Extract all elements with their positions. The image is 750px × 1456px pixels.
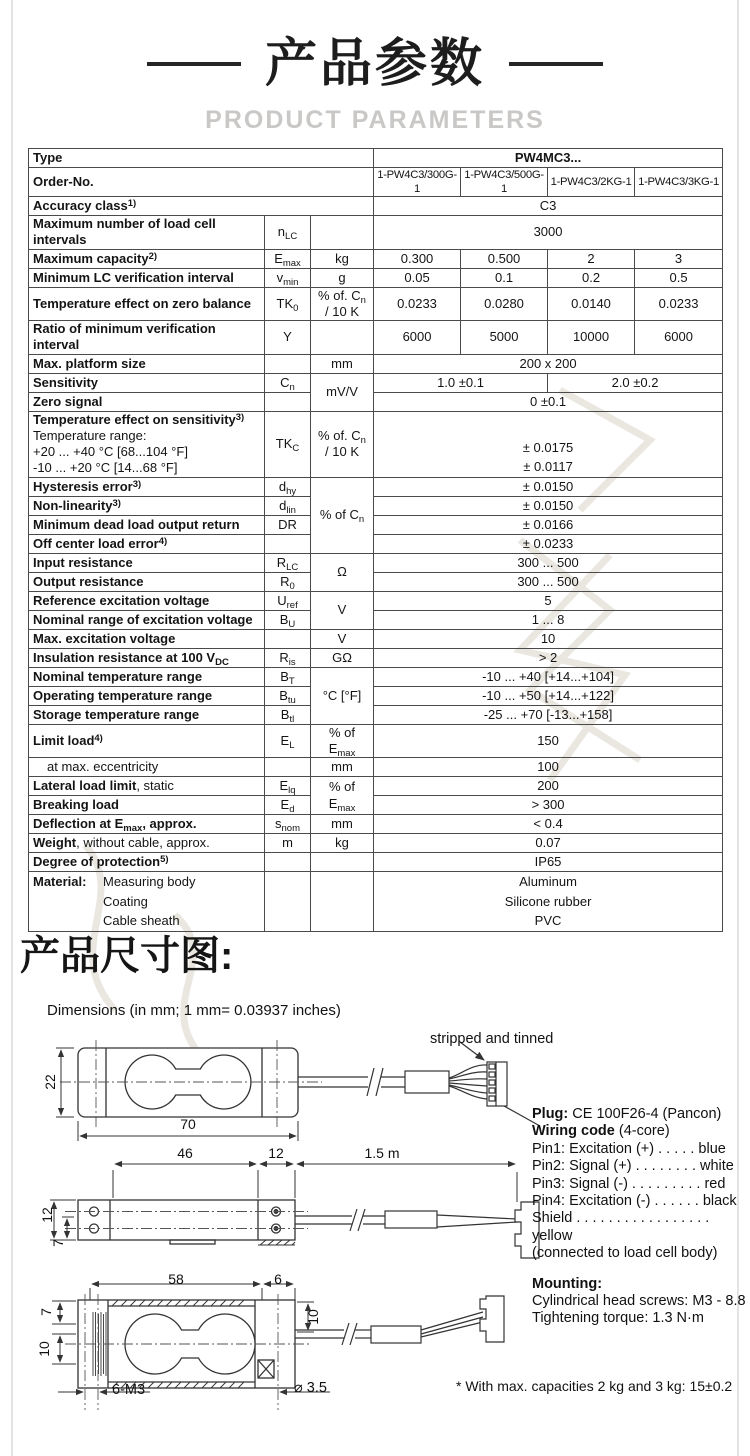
symbol-cell: $d_{hy}$ — [265, 477, 311, 496]
table-row — [29, 758, 723, 777]
param-cell: Degree of protection$^{5)}$ — [29, 853, 265, 872]
symbol-cell — [265, 392, 311, 411]
value-cell: IP65 — [374, 853, 723, 872]
table-row — [29, 268, 723, 287]
symbol-cell: DR — [265, 515, 311, 534]
param-cell: Zero signal — [29, 392, 265, 411]
plug-label: Plug: — [532, 1106, 569, 1122]
param-cell: Hysteresis error$^{3)}$ — [29, 477, 265, 496]
spec-table — [28, 148, 723, 932]
param-cell: Type — [29, 149, 374, 168]
param-cell: Maximum number of load cell intervals — [29, 216, 265, 250]
dim-7-side: 7 — [50, 1239, 66, 1247]
pin1-line: Pin1: Excitation (+) . . . . . blue — [532, 1140, 726, 1157]
table-row — [29, 149, 723, 168]
spacer — [532, 1263, 748, 1276]
value-cell: 150 — [374, 724, 723, 758]
table-row — [29, 815, 723, 834]
param-cell: Reference excitation voltage — [29, 591, 265, 610]
param-cell: Breaking load — [29, 796, 265, 815]
plug-line — [532, 1106, 748, 1123]
unit-cell — [311, 321, 374, 355]
value-cell: 0.05 — [374, 268, 461, 287]
param-cell: Operating temperature range — [29, 686, 265, 705]
unit-cell: mV/V — [311, 373, 374, 411]
table-row — [29, 496, 723, 515]
symbol-cell: $E_L$ — [265, 724, 311, 758]
mounting-heading — [532, 1276, 748, 1293]
spec-table-section — [28, 148, 723, 932]
value-cell: 3 — [635, 249, 723, 268]
symbol-cell — [265, 758, 311, 777]
unit-cell: kg — [311, 834, 374, 853]
value-cell: 300 ... 500 — [374, 553, 723, 572]
pin3-line: Pin3: Signal (-) . . . . . . . . . red — [532, 1175, 726, 1192]
table-row — [29, 197, 723, 216]
symbol-cell: $B_U$ — [265, 610, 311, 629]
symbol-cell — [265, 872, 311, 932]
symbol-cell — [265, 629, 311, 648]
param-cell: Off center load error$^{4)}$ — [29, 534, 265, 553]
symbol-cell: $d_{lin}$ — [265, 496, 311, 515]
value-cell: -10 ... +40 [+14...+104] — [374, 667, 723, 686]
unit-cell — [311, 872, 374, 932]
table-row — [29, 354, 723, 373]
bolt-spec-label: 6-M3 — [112, 1382, 146, 1398]
table-row — [29, 591, 723, 610]
table-row — [29, 796, 723, 815]
table-row — [29, 705, 723, 724]
wiring-code-line — [532, 1123, 748, 1140]
param-cell: Storage temperature range — [29, 705, 265, 724]
spec-table-body — [29, 149, 723, 932]
wiring-code-value: (4-core) — [614, 1123, 670, 1140]
value-cell: PW4MC3... — [374, 149, 723, 168]
table-row — [29, 553, 723, 572]
value-cell: -25 ... +70 [-13...+158] — [374, 705, 723, 724]
param-cell: Non-linearity$^{3)}$ — [29, 496, 265, 515]
symbol-cell: $E_{max}$ — [265, 249, 311, 268]
unit-cell: % of. $C_n$ / 10 K — [311, 287, 374, 321]
symbol-cell: $B_{tl}$ — [265, 705, 311, 724]
symbol-cell: $TK_C$ — [265, 411, 311, 477]
table-row — [29, 392, 723, 411]
value-cell: 0.5 — [635, 268, 723, 287]
table-row — [29, 610, 723, 629]
param-cell: Nominal temperature range — [29, 667, 265, 686]
plug-value: CE 100F26-4 (Pancon) — [568, 1106, 722, 1122]
value-cell: 0.0280 — [461, 287, 548, 321]
param-cell: Minimum dead load output return — [29, 515, 265, 534]
page-subtitle: PRODUCT PARAMETERS — [205, 106, 545, 134]
wiring-code-label: Wiring code — [532, 1123, 615, 1140]
value-cell: -10 ... +50 [+14...+122] — [374, 686, 723, 705]
symbol-cell: $s_{nom}$ — [265, 815, 311, 834]
symbol-cell — [265, 534, 311, 553]
table-row — [29, 667, 723, 686]
value-cell: 1.0 ±0.1 — [374, 373, 548, 392]
table-row — [29, 216, 723, 250]
param-cell: Input resistance — [29, 553, 265, 572]
header — [0, 35, 750, 93]
symbol-cell: $C_n$ — [265, 373, 311, 392]
value-cell: 200 — [374, 777, 723, 796]
param-cell: Ratio of minimum verification interval — [29, 321, 265, 355]
value-cell: < 0.4 — [374, 815, 723, 834]
table-row — [29, 872, 723, 932]
value-cell: 0.300 — [374, 249, 461, 268]
value-cell: ± 0.0175 ± 0.0117 — [374, 411, 723, 477]
unit-cell: kg — [311, 249, 374, 268]
hole-diameter-label: ⌀ 3.5 — [294, 1380, 327, 1396]
param-cell: Lateral load limit, static — [29, 777, 265, 796]
param-cell: Output resistance — [29, 572, 265, 591]
value-cell: 6000 — [635, 321, 723, 355]
value-cell: 0.500 — [461, 249, 548, 268]
symbol-cell: $R_{LC}$ — [265, 553, 311, 572]
symbol-cell: $v_{min}$ — [265, 268, 311, 287]
param-cell: Material: Measuring body Coating Cable sheath — [29, 872, 265, 932]
value-cell: > 300 — [374, 796, 723, 815]
table-row — [29, 477, 723, 496]
unit-cell: g — [311, 268, 374, 287]
value-cell: ± 0.0150 — [374, 477, 723, 496]
value-cell: 1-PW4C3/2KG-1 — [548, 168, 635, 197]
dim-10-right: 10 — [305, 1309, 321, 1325]
symbol-cell: $B_{tu}$ — [265, 686, 311, 705]
value-cell: 0.0140 — [548, 287, 635, 321]
value-cell: 10 — [374, 629, 723, 648]
value-cell: 2.0 ±0.2 — [548, 373, 723, 392]
table-row — [29, 321, 723, 355]
page-title: 产品参数 — [264, 35, 485, 93]
dim-6: 6 — [274, 1271, 282, 1287]
symbol-cell: $B_T$ — [265, 667, 311, 686]
dim-22: 22 — [42, 1074, 58, 1090]
symbol-cell — [265, 354, 311, 373]
value-cell: 200 x 200 — [374, 354, 723, 373]
table-row — [29, 648, 723, 667]
symbol-cell: $E_{lq}$ — [265, 777, 311, 796]
dimensions-note: Dimensions (in mm; 1 mm= 0.03937 inches) — [47, 1002, 341, 1019]
table-row — [29, 686, 723, 705]
symbol-cell: $U_{ref}$ — [265, 591, 311, 610]
shield-line: Shield . . . . . . . . . . . . . . . . . yellow — [532, 1210, 710, 1244]
unit-cell: GΩ — [311, 648, 374, 667]
param-cell: Deflection at $E_{max}$, approx. — [29, 815, 265, 834]
unit-cell: Ω — [311, 553, 374, 591]
shield-note: (connected to load cell body) — [532, 1245, 718, 1262]
unit-cell: % of $E_{max}$ — [311, 724, 374, 758]
unit-cell — [311, 216, 374, 250]
table-row — [29, 777, 723, 796]
value-cell: 0.0233 — [635, 287, 723, 321]
stripped-tinned-label: stripped and tinned — [430, 1031, 554, 1047]
unit-cell: % of $E_{max}$ — [311, 777, 374, 815]
value-cell: 10000 — [548, 321, 635, 355]
value-cell: ± 0.0166 — [374, 515, 723, 534]
unit-cell — [311, 853, 374, 872]
dim-12-horizontal: 12 — [268, 1145, 284, 1161]
dim-10-left: 10 — [36, 1341, 52, 1357]
table-row — [29, 834, 723, 853]
table-row — [29, 629, 723, 648]
mounting-line-2: Tightening torque: 1.3 N·m — [532, 1310, 704, 1327]
param-cell: Sensitivity — [29, 373, 265, 392]
footnote: * With max. capacities 2 kg and 3 kg: 15±0.2 — [456, 1378, 733, 1394]
value-cell: ± 0.0150 — [374, 496, 723, 515]
value-cell: 1-PW4C3/300G-1 — [374, 168, 461, 197]
side-view-drawing — [40, 1150, 540, 1265]
bottom-view-drawing — [40, 1272, 540, 1427]
value-cell: 300 ... 500 — [374, 572, 723, 591]
wiring-info — [532, 1106, 748, 1328]
param-cell: Nominal range of excitation voltage — [29, 610, 265, 629]
value-cell: C3 — [374, 197, 723, 216]
unit-cell: V — [311, 629, 374, 648]
param-cell: Minimum LC verification interval — [29, 268, 265, 287]
param-cell: Temperature effect on sensitivity$^{3)}$ Temperature range: +20 ... +40 °C [68...104 °F] -10 ... +20 °C [14...68 °F] — [29, 411, 265, 477]
table-row — [29, 373, 723, 392]
title-right-dash — [509, 62, 603, 66]
pin4-line: Pin4: Excitation (-) . . . . . . black — [532, 1193, 737, 1210]
param-cell: Insulation resistance at 100 $V_{DC}$ — [29, 648, 265, 667]
value-cell: 0.2 — [548, 268, 635, 287]
unit-cell: mm — [311, 815, 374, 834]
table-row — [29, 287, 723, 321]
unit-cell: V — [311, 591, 374, 629]
value-cell: 3000 — [374, 216, 723, 250]
mounting-label: Mounting: — [532, 1275, 603, 1292]
dim-58: 58 — [168, 1271, 184, 1287]
dim-cable-length: 1.5 m — [364, 1145, 400, 1161]
param-cell: Max. excitation voltage — [29, 629, 265, 648]
param-cell: Maximum capacity$^{2)}$ — [29, 249, 265, 268]
param-cell: Weight, without cable, approx. — [29, 834, 265, 853]
value-cell: 100 — [374, 758, 723, 777]
value-cell: 2 — [548, 249, 635, 268]
unit-cell: % of. $C_n$ / 10 K — [311, 411, 374, 477]
page-left-border — [11, 0, 13, 1456]
unit-cell: mm — [311, 354, 374, 373]
dim-12-vertical: 12 — [39, 1207, 55, 1223]
param-cell: Limit load$^{4)}$ — [29, 724, 265, 758]
value-cell: 6000 — [374, 321, 461, 355]
title-left-dash — [147, 62, 241, 66]
dimension-heading: 产品尺寸图: — [20, 934, 234, 978]
unit-cell: % of $C_n$ — [311, 477, 374, 553]
unit-cell: °C [°F] — [311, 667, 374, 724]
param-cell: at max. eccentricity — [29, 758, 265, 777]
table-row — [29, 515, 723, 534]
table-row — [29, 853, 723, 872]
value-cell: 1-PW4C3/3KG-1 — [635, 168, 723, 197]
value-cell: 5 — [374, 591, 723, 610]
dim-70: 70 — [180, 1116, 196, 1132]
top-view-drawing — [40, 1038, 540, 1150]
symbol-cell: $E_d$ — [265, 796, 311, 815]
table-row — [29, 249, 723, 268]
table-row — [29, 168, 723, 197]
param-cell: Accuracy class$^{1)}$ — [29, 197, 374, 216]
value-cell: 0.07 — [374, 834, 723, 853]
symbol-cell — [265, 853, 311, 872]
table-row — [29, 572, 723, 591]
symbol-cell: $n_{LC}$ — [265, 216, 311, 250]
symbol-cell: $R_{is}$ — [265, 648, 311, 667]
value-cell: > 2 — [374, 648, 723, 667]
value-cell: 1-PW4C3/500G-1 — [461, 168, 548, 197]
value-cell: 0.0233 — [374, 287, 461, 321]
symbol-cell: $R_0$ — [265, 572, 311, 591]
value-cell: 1 ... 8 — [374, 610, 723, 629]
dim-7-bottom: 7 — [38, 1308, 54, 1316]
value-cell: 0 ±0.1 — [374, 392, 723, 411]
table-row — [29, 534, 723, 553]
param-cell: Temperature effect on zero balance — [29, 287, 265, 321]
unit-cell: mm — [311, 758, 374, 777]
value-cell: ± 0.0233 — [374, 534, 723, 553]
dim-46: 46 — [177, 1145, 193, 1161]
pin2-line: Pin2: Signal (+) . . . . . . . . white — [532, 1158, 734, 1175]
param-cell: Order-No. — [29, 168, 374, 197]
value-cell: 0.1 — [461, 268, 548, 287]
mounting-line-1: Cylindrical head screws: M3 - 8.8 — [532, 1293, 746, 1310]
table-row — [29, 411, 723, 477]
table-row — [29, 724, 723, 758]
symbol-cell: m — [265, 834, 311, 853]
symbol-cell: Y — [265, 321, 311, 355]
value-cell: 5000 — [461, 321, 548, 355]
symbol-cell: $TK_0$ — [265, 287, 311, 321]
value-cell: Aluminum Silicone rubber PVC — [374, 872, 723, 932]
param-cell: Max. platform size — [29, 354, 265, 373]
